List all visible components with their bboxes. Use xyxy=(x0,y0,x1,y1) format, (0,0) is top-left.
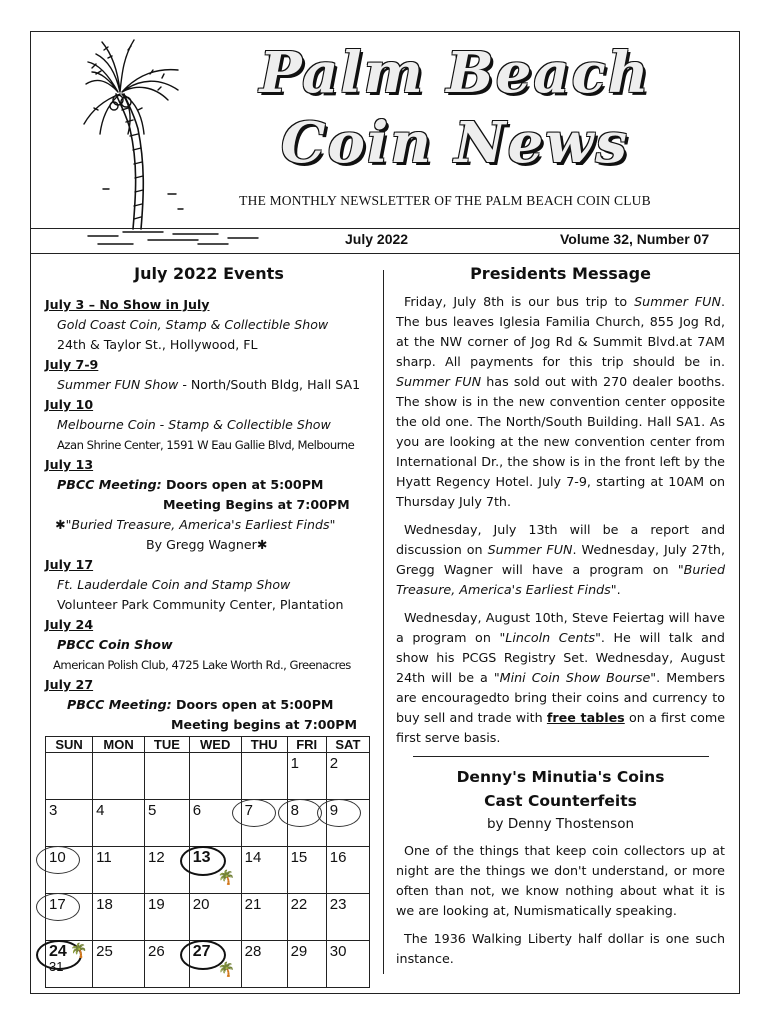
day-header: TUE xyxy=(145,737,190,753)
calendar-day: 14 xyxy=(241,847,287,894)
program-byline xyxy=(45,535,378,555)
events-list xyxy=(45,295,378,735)
date-circle xyxy=(278,799,322,827)
calendar-week xyxy=(46,941,370,988)
event-location: 24th & Taylor St., Hollywood, FL xyxy=(57,337,258,352)
newsletter-title-line1: Palm Beach xyxy=(259,40,651,106)
masthead-rule-bottom xyxy=(30,253,740,254)
text-run: Friday, July 8th is our bus trip to xyxy=(404,294,635,309)
day-header: SUN xyxy=(46,737,93,753)
calendar-day: 19 xyxy=(145,894,190,941)
newsletter-title-line2: Coin News xyxy=(281,110,629,176)
asterisk-star-icon: ✱ xyxy=(256,537,268,552)
text-run: "Lincoln Cents" xyxy=(499,630,601,645)
meeting-label: PBCC Meeting: xyxy=(57,477,162,492)
day-number: 24 xyxy=(49,943,67,960)
calendar-day-coin-show xyxy=(46,941,93,988)
calendar-day: 12 xyxy=(145,847,190,894)
text-run: Wednesday, July 13th will be a report and discussion on xyxy=(396,522,725,557)
calendar-day: 21 xyxy=(241,894,287,941)
meeting-program xyxy=(45,515,378,535)
day-number: 7 xyxy=(244,802,253,819)
palm-tree-icon: 🌴 xyxy=(217,961,236,977)
calendar-header-row xyxy=(46,737,370,753)
calendar-day: 20 xyxy=(189,894,241,941)
text-run: has sold out with 270 dealer booths. The show is in the new convention center opposite the old one. The North/South Building. Hall SA1. As you are looking at the new convention center from International Dr., the show is in the front left by the Hyatt Regency Hotel. July 7-9, starting at 10AM on Thursday July 7th. xyxy=(396,374,725,509)
day-header: SAT xyxy=(326,737,369,753)
event-location: Volunteer Park Community Center, Plantation xyxy=(57,597,344,612)
event-date: July 13 xyxy=(45,457,94,472)
palm-tree-icon: 🌴 xyxy=(217,869,236,885)
meeting-begins: Meeting Begins at 7:00PM xyxy=(163,497,350,512)
meeting-doors xyxy=(45,695,378,715)
calendar-day xyxy=(145,753,190,800)
presidents-heading: Presidents Message xyxy=(470,264,651,283)
event-date: July 3 – No Show in July xyxy=(45,297,210,312)
day-header: THU xyxy=(241,737,287,753)
date-circle xyxy=(36,893,80,921)
doors-time: Doors open at 5:00PM xyxy=(161,477,324,492)
issue-volume: Volume 32, Number 07 xyxy=(560,231,710,247)
calendar-day: 15 xyxy=(287,847,326,894)
calendar-day: 18 xyxy=(93,894,145,941)
calendar-week xyxy=(46,847,370,894)
meeting-begins: Meeting begins at 7:00PM xyxy=(171,717,358,732)
presidents-paragraph-2 xyxy=(396,520,725,600)
presidents-paragraph-1 xyxy=(396,292,725,512)
newsletter-subtitle: THE MONTHLY NEWSLETTER OF THE PALM BEACH COIN CLUB xyxy=(239,193,651,208)
text-run: Wednesday, August 10th, Steve Feiertag will have a program on xyxy=(396,610,725,645)
day-number: 8 xyxy=(290,802,299,819)
calendar-day: 22 xyxy=(287,894,326,941)
date-circle xyxy=(317,799,361,827)
article-title: Denny's Minutia's Coins xyxy=(456,768,665,786)
calendar-day xyxy=(189,753,241,800)
text-run: Summer FUN xyxy=(487,542,573,557)
event-date: July 10 xyxy=(45,397,94,412)
event-show-name: Summer FUN Show xyxy=(57,377,179,392)
section-divider xyxy=(413,756,709,757)
day-number: 10 xyxy=(49,849,66,866)
article-paragraph-2: The 1936 Walking Liberty half dollar is one such instance. xyxy=(396,931,725,966)
date-circle xyxy=(232,799,276,827)
text-run: . The bus leaves Iglesia Familia Church, 855 Jog Rd, at the NW corner of Jog Rd & Summit Blvd.at 7AM sharp. All payments for this trip should be in. xyxy=(396,294,725,369)
events-heading: July 2022 Events xyxy=(134,264,284,283)
calendar-week xyxy=(46,753,370,800)
calendar-day: 23 xyxy=(326,894,369,941)
text-run: "Mini Coin Show Bourse" xyxy=(493,670,657,685)
calendar-day: 3 xyxy=(46,800,93,847)
event-title xyxy=(45,375,378,395)
day-number-31: 31 xyxy=(49,959,64,974)
calendar-day: 2 xyxy=(326,753,369,800)
event-title: Gold Coast Coin, Stamp & Collectible Show xyxy=(57,317,329,332)
calendar-day: 25 xyxy=(93,941,145,988)
event-date: July 17 xyxy=(45,557,94,572)
july-calendar xyxy=(45,736,370,988)
text-run: . Wednesday, July 27th, Gregg Wagner will have a program on xyxy=(396,542,726,577)
program-title: "Buried Treasure, America's Earliest Finds" xyxy=(65,517,336,532)
day-number: 13 xyxy=(192,849,211,866)
event-date: July 27 xyxy=(45,677,94,692)
calendar-day: 1 xyxy=(287,753,326,800)
calendar-day: 26 xyxy=(145,941,190,988)
calendar-day-meeting xyxy=(189,941,241,988)
calendar-day-circled xyxy=(326,800,369,847)
event-date: July 24 xyxy=(45,617,94,632)
day-number: 17 xyxy=(49,896,66,913)
article-byline: by Denny Thostenson xyxy=(486,816,635,832)
text-run: Summer FUN xyxy=(396,374,482,389)
event-location: Azan Shrine Center, 1591 W Eau Gallie Blvd, Melbourne xyxy=(57,438,355,452)
event-title: PBCC Coin Show xyxy=(57,637,173,652)
calendar-day: 30 xyxy=(326,941,369,988)
calendar-day: 16 xyxy=(326,847,369,894)
text-run: . He will talk and show his PCGS Registry Set. Wednesday, August 24th will be a xyxy=(396,630,725,685)
date-circle xyxy=(36,846,80,874)
calendar-day xyxy=(46,753,93,800)
calendar-day-circled xyxy=(46,894,93,941)
day-header: FRI xyxy=(287,737,326,753)
event-location: - North/South Bldg, Hall SA1 xyxy=(178,377,361,392)
meeting-doors xyxy=(45,475,378,495)
calendar-day-circled xyxy=(46,847,93,894)
day-header: MON xyxy=(93,737,145,753)
calendar-week xyxy=(46,894,370,941)
calendar-day: 11 xyxy=(93,847,145,894)
text-run: on a first come first serve basis. xyxy=(396,710,725,745)
asterisk-star-icon: ✱ xyxy=(55,517,66,532)
doors-time: Doors open at 5:00PM xyxy=(171,697,334,712)
calendar-day xyxy=(93,753,145,800)
program-speaker: By Gregg Wagner xyxy=(146,537,257,552)
palm-tree-icon: 🌴 xyxy=(70,942,88,958)
text-run: . xyxy=(616,582,621,597)
meeting-label: PBCC Meeting: xyxy=(67,697,172,712)
day-number: 9 xyxy=(329,802,339,819)
day-header: WED xyxy=(189,737,241,753)
text-run: "Buried Treasure, America's Earliest Finds" xyxy=(396,562,725,597)
issue-date: July 2022 xyxy=(345,231,409,247)
day-number: 27 xyxy=(192,943,211,960)
calendar-day: 28 xyxy=(241,941,287,988)
calendar-day xyxy=(241,753,287,800)
right-column xyxy=(396,264,725,977)
event-title: Melbourne Coin - Stamp & Collectible Show xyxy=(57,417,331,432)
calendar-day: 5 xyxy=(145,800,190,847)
calendar-day-meeting xyxy=(189,847,241,894)
column-divider xyxy=(383,270,384,974)
event-title: Ft. Lauderdale Coin and Stamp Show xyxy=(57,577,291,592)
calendar-day: 4 xyxy=(93,800,145,847)
text-run: Summer FUN xyxy=(634,294,721,309)
article-subtitle: Cast Counterfeits xyxy=(484,792,637,810)
calendar-day: 6 xyxy=(189,800,241,847)
text-run-emphasis: free tables xyxy=(546,710,625,725)
calendar-week xyxy=(46,800,370,847)
article-paragraph-1: One of the things that keep coin collectors up at night are the things we don't understand, or more often than not, we know nothing about what it is we are looking at, Numismatically speaking. xyxy=(396,843,725,918)
presidents-paragraph-3 xyxy=(396,608,725,748)
calendar-day: 29 xyxy=(287,941,326,988)
text-run: . Members are encouragedto bring their coins and currency to buy sell and trade with xyxy=(396,670,725,725)
event-date: July 7-9 xyxy=(45,357,99,372)
event-location: American Polish Club, 4725 Lake Worth Rd., Greenacres xyxy=(53,658,351,672)
